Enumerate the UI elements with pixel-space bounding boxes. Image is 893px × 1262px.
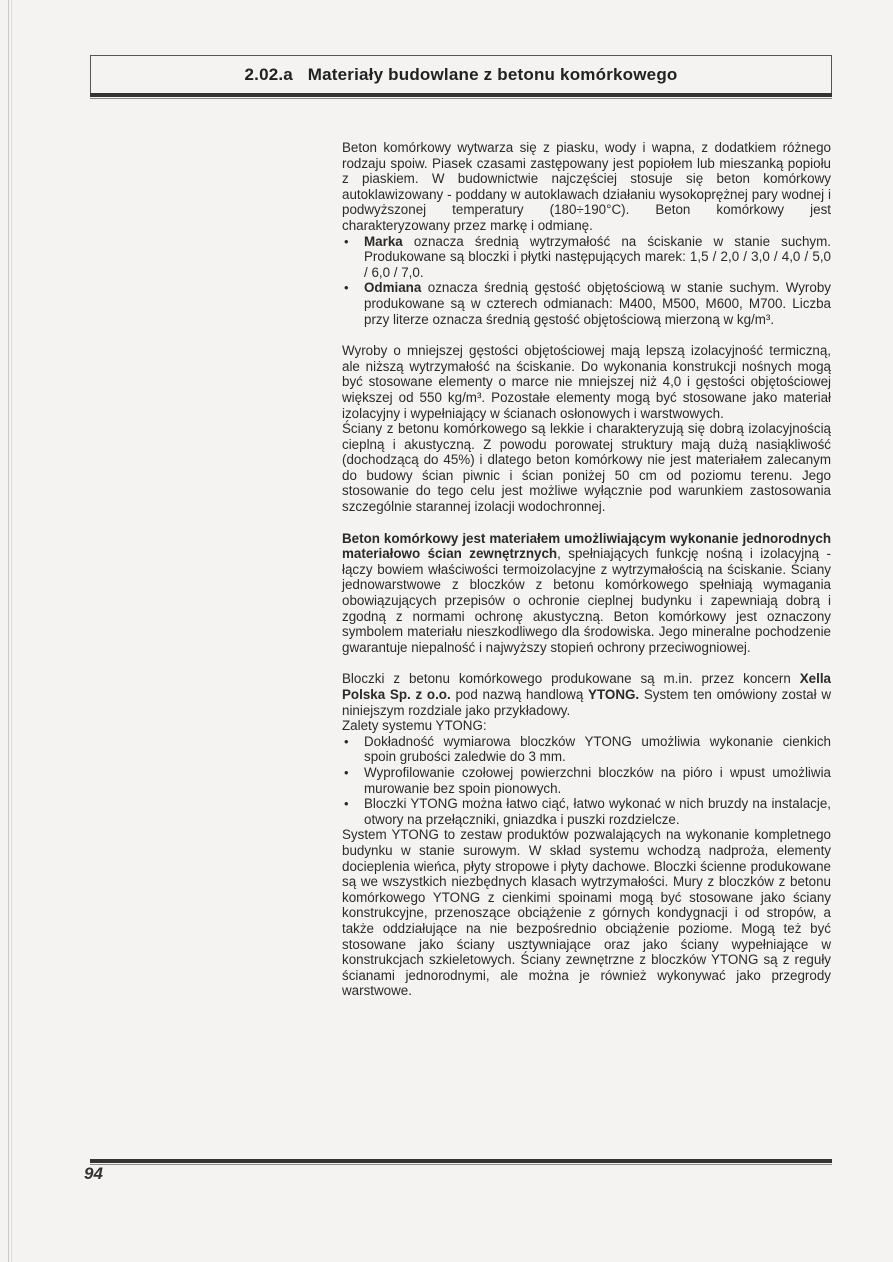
homogeneous-walls-paragraph — [342, 531, 831, 656]
ytong-intro-paragraph — [342, 671, 831, 718]
list-item-odmiana — [342, 280, 831, 327]
footer-rule — [90, 1159, 832, 1163]
main-text-column — [342, 140, 831, 999]
section-header — [90, 55, 832, 93]
header-rule-thin — [90, 98, 832, 99]
term-marka: Marka — [364, 233, 403, 249]
page-title: 2.02.a Materiały budowlane z betonu komórkowego — [244, 64, 678, 84]
ytong-text-b: pod nazwą handlową — [450, 687, 589, 702]
scan-edge-line — [8, 0, 9, 1262]
header-rule — [90, 93, 832, 97]
ytong-system-paragraph: System YTONG to zestaw produktów pozwalających na wykonanie kompletnego budynku w stanie surowym. W skład systemu wchodzą nadproża, elementy docieplenia wieńca, płyty stropowe i płyty dachowe. Bloczki ścienne produkowane są we wszystkich niezbędnych klasach wytrzymałości. Mury z bloczków z betonu komórkowego YTONG z cienkimi spoinami mogą być stosowane jako ściany konstrukcyjne, przenoszące obciążenie z górnych kondygnacji i od stropów, a także oddziałujące na nie bezpośrednio obciążenie poziome. Mogą też być stosowane jako ściany usztywniające oraz jako ściany wypełniające w konstrukcjach szkieletowych. Ściany zewnętrzne z bloczków YTONG są z reguły ścianami jednorodnymi, ale można je również wykonywać jako przegrody warstwowe. — [342, 827, 831, 999]
ytong-text-c: System ten omówiony został w niniejszym rozdziale jako przykładowy. — [342, 687, 832, 718]
term-odmiana: Odmiana — [364, 280, 422, 296]
list-item-marka — [342, 234, 831, 281]
brand-name: YTONG. — [588, 687, 640, 702]
property-list — [342, 234, 831, 328]
intro-paragraph: Beton komórkowy wytwarza się z piasku, wody i wapna, z dodatkiem różnego rodzaju spoiw. Piasek czasami zastępowany jest popiołem lub mieszanką popiołu z piaskiem. W budownictwie najczęściej stosuje się beton komórkowy autoklawizowany - poddany w autoklawach działaniu wysokoprężnej pary wodnej i podwyższonej temperatury (180÷190°C). Beton komórkowy jest charakteryzowany przez markę i odmianę. — [342, 140, 831, 233]
company-name: Xella Polska Sp. z o.o. — [342, 671, 831, 702]
homogeneous-walls-lead: Beton komórkowy jest materiałem umożliwiającym wykonanie jednorodnych materiałowo ścian zewnętrznych — [342, 530, 831, 562]
ytong-advantages-list — [342, 734, 831, 828]
definition-odmiana: oznacza średnią gęstość objętościową w stanie suchym. Wyroby produkowane są w czterech odmianach: M400, M500, M600, M700. Liczba przy literze oznacza średnią gęstość objętościową mierzoną w kg/m³. — [364, 280, 831, 327]
list-item: • Dokładność wymiarowa bloczków YTONG umożliwia wykonanie cienkich spoin grubości zaledwie do 3 mm. — [342, 734, 831, 765]
density-paragraph: Wyroby o mniejszej gęstości objętościowej mają lepszą izolacyjność termiczną, ale niższą wytrzymałość na ściskanie. Do wykonania konstrukcji nośnych mogą być stosowane elementy o marce nie mniejszej niż 4,0 i gęstości objętościowej większej od 550 kg/m³. Pozostałe elementy mogą być stosowane jako materiał izolacyjny i wypełniający w ścianach osłonowych i warstwowych. — [342, 343, 831, 421]
definition-marka: oznacza średnią wytrzymałość na ściskanie w stanie suchym. Produkowane są bloczki i płytki następujących marek: 1,5 / 2,0 / 3,0 / 4,0 / 5,0 / 6,0 / 7,0. — [364, 233, 831, 280]
ytong-advantages-heading: Zalety systemu YTONG: — [342, 718, 487, 734]
list-item: • Bloczki YTONG można łatwo ciąć, łatwo wykonać w nich bruzdy na instalacje, otwory na przełączniki, gniazdka i puszki rozdzielcze. — [342, 796, 831, 827]
page-number: 94 — [84, 1164, 103, 1183]
footer-rule-thin — [90, 1164, 832, 1165]
walls-paragraph: Ściany z betonu komórkowego są lekkie i charakteryzują się dobrą izolacyjnością cieplną i akustyczną. Z powodu porowatej struktury mają dużą nasiąkliwość (dochodzącą do 45%) i dlatego beton komórkowy nie jest materiałem zalecanym do budowy ścian piwnic i ścian poniżej 50 cm od poziomu terenu. Jego stosowanie do tego celu jest możliwe wyłącznie pod warunkiem zastosowania szczególnie starannej izolacji wodochronnej. — [342, 421, 831, 515]
scan-edge-line-2 — [11, 0, 12, 1262]
homogeneous-walls-text: , spełniających funkcję nośną i izolacyjną - łączy bowiem właściwości termoizolacyjne z wytrzymałością na ściskanie. Ściany jednowarstwowe z bloczków z betonu komórkowego spełniają wymagania obowiązujących przepisów o ochronie cieplnej budynku i zapewniają dobrą i zgodną z normami ochronę akustyczną. Beton komórkowy jest oznaczony symbolem materiału nieszkodliwego dla środowiska. Jego mineralne pochodzenie gwarantuje niepalność i najwyższy stopień ochrony przeciwogniowej. — [342, 546, 832, 655]
list-item: • Wyprofilowanie czołowej powierzchni bloczków na pióro i wpust umożliwia murowanie bez spoin pionowych. — [342, 765, 831, 796]
ytong-text-a: Bloczki z betonu komórkowego produkowane są m.in. przez koncern — [342, 671, 800, 687]
